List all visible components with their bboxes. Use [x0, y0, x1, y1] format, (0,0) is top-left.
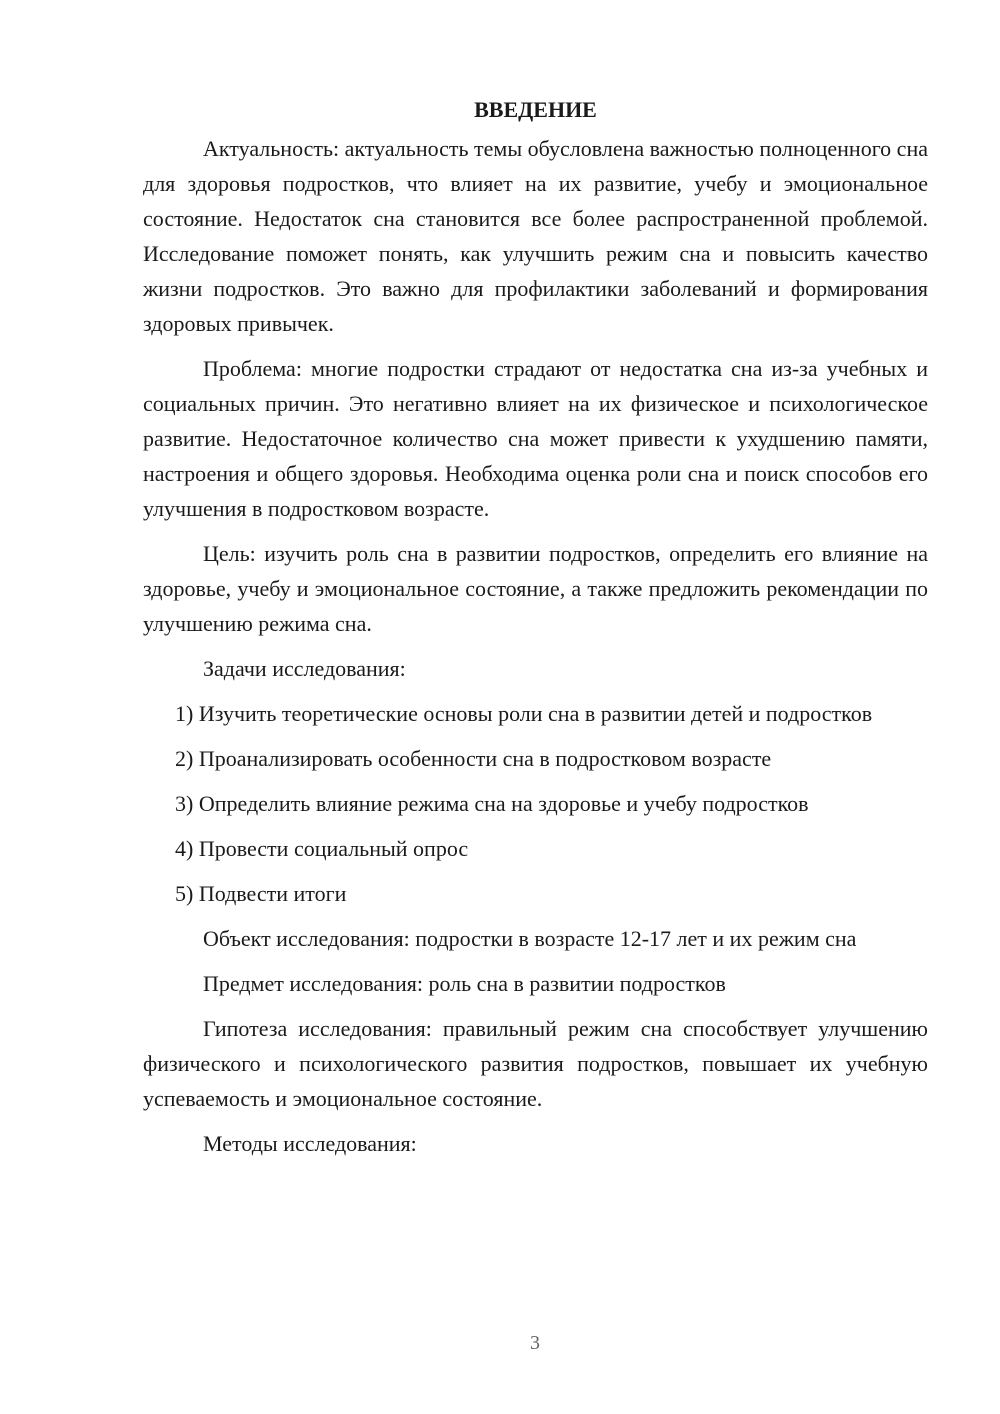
- task-item-3: 3) Определить влияние режима сна на здоровье и учебу подростков: [175, 791, 809, 816]
- research-subject-paragraph: Предмет исследования: роль сна в развитии подростков: [203, 971, 726, 996]
- task-item-1: 1) Изучить теоретические основы роли сна в развитии детей и подростков: [175, 701, 873, 726]
- methods-heading: Методы исследования:: [203, 1131, 417, 1156]
- research-object-paragraph: Объект исследования: подростки в возрасте 12-17 лет и их режим сна: [203, 926, 857, 951]
- task-item-5: 5) Подвести итоги: [175, 881, 347, 906]
- page-heading: ВВЕДЕНИЕ: [474, 97, 597, 122]
- hypothesis-paragraph: Гипотеза исследования: правильный режим сна способствует улучшению физического и психологического развития подростков, повышает их учебную успеваемость и эмоциональное состояние.: [143, 1016, 928, 1111]
- page-content: [143, 92, 928, 1171]
- problem-paragraph: Проблема: многие подростки страдают от недостатка сна из-за учебных и социальных причин. Это негативно влияет на их физическое и психологическое развитие. Недостаточное количество сна может привести к ухудшению памяти, настроения и общего здоровья. Необходима оценка роли сна и поиск способов его улучшения в подростковом возрасте.: [143, 356, 928, 521]
- tasks-heading: Задачи исследования:: [203, 656, 406, 681]
- relevance-paragraph: Актуальность: актуальность темы обусловлена важностью полноценного сна для здоровья подростков, что влияет на их развитие, учебу и эмоциональное состояние. Недостаток сна становится все более распространенной проблемой. Исследование поможет понять, как улучшить режим сна и повысить качество жизни подростков. Это важно для профилактики заболеваний и формирования здоровых привычек.: [143, 136, 928, 336]
- task-item-2: 2) Проанализировать особенности сна в подростковом возрасте: [175, 746, 772, 771]
- task-item-4: 4) Провести социальный опрос: [175, 836, 469, 861]
- goal-paragraph: Цель: изучить роль сна в развитии подростков, определить его влияние на здоровье, учебу и эмоциональное состояние, а также предложить рекомендации по улучшению режима сна.: [143, 541, 928, 636]
- page-number: 3: [530, 1332, 540, 1354]
